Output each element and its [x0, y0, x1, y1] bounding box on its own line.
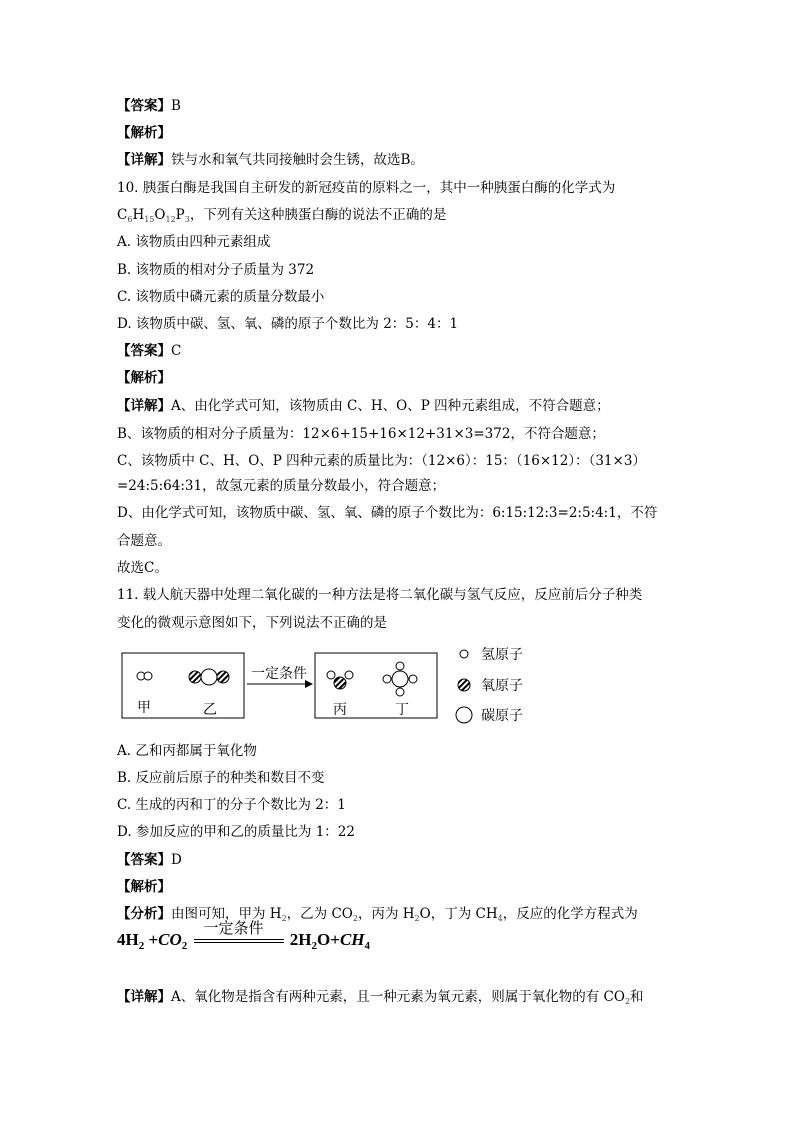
text-line — [117, 124, 171, 142]
hydrogen-atom — [345, 671, 353, 679]
section-label: 【答案】 — [117, 98, 171, 114]
text: =24:5:64:31，故氢元素的质量分数最小，符合题意； — [117, 478, 446, 494]
subscript: 15 — [144, 215, 155, 224]
text: 铁与水和氧气共同接触时会生锈，故选B。 — [171, 152, 424, 168]
text: B. 该物质的相对分子质量为 372 — [117, 262, 315, 278]
subscript: 2 — [352, 914, 358, 923]
text: C. 生成的丙和丁的分子个数比为 2：1 — [117, 797, 346, 813]
eq-h2o: 2H — [289, 930, 312, 949]
hydrogen-atom — [396, 662, 404, 670]
section-label: 【详解】 — [117, 398, 171, 414]
subscript: 3 — [184, 215, 190, 224]
text-line — [117, 342, 181, 360]
text: H — [132, 207, 145, 223]
legend-carbon-icon — [456, 707, 472, 723]
text-line — [117, 288, 324, 306]
section-label: 【解析】 — [117, 370, 171, 386]
text-line — [117, 823, 355, 841]
text-line — [117, 233, 270, 251]
eq-plus: + — [330, 930, 340, 949]
text: 和 — [630, 989, 644, 1005]
text-line — [117, 559, 168, 577]
eq-sub: 2 — [138, 940, 145, 952]
section-label: 【详解】 — [117, 989, 171, 1005]
text-line — [117, 878, 171, 896]
legend-oxygen: 氧原子 — [481, 678, 523, 694]
text: C、该物质中 C、H、O、P 四种元素的质量比为：（12×6）：15：（16×12）：（31×3） — [117, 453, 646, 469]
text: D. 参加反应的甲和乙的质量比为 1：22 — [117, 824, 355, 840]
hydrogen-atom — [327, 671, 335, 679]
text-line — [117, 504, 657, 522]
text-line — [117, 614, 387, 632]
carbon-atom — [392, 671, 408, 687]
carbon-atom — [201, 669, 217, 685]
text: P — [175, 207, 185, 223]
oxygen-atom — [189, 671, 201, 683]
text-line — [117, 851, 182, 869]
text: ，乙为 CO — [286, 906, 353, 922]
hydrogen-atom — [383, 675, 391, 683]
text-line — [117, 586, 642, 604]
text-line — [117, 179, 615, 197]
reaction-diagram — [115, 640, 535, 730]
oxygen-atom — [334, 677, 346, 689]
subscript: 4 — [497, 914, 503, 923]
text: 10. 胰蛋白酶是我国自主研发的新冠疫苗的原料之一，其中一种胰蛋白酶的化学式为 — [117, 180, 616, 196]
text: 合题意。 — [117, 533, 171, 549]
text: O — [154, 207, 166, 223]
text: ，反应的化学方程式为 — [502, 906, 638, 922]
text-line — [117, 905, 638, 928]
eq-sub: 2 — [181, 940, 188, 952]
text-line — [117, 742, 257, 760]
eq-condition-text: 一定条件 — [203, 919, 264, 938]
text: ，丙为 H — [357, 906, 415, 922]
text-line — [117, 769, 325, 787]
eq-ch4: CH — [339, 930, 365, 949]
text-line — [117, 477, 445, 495]
arrow-label: 一定条件 — [251, 666, 307, 682]
section-label: 【解析】 — [117, 125, 171, 141]
subscript: 2 — [624, 997, 631, 1006]
section-label: 【解析】 — [117, 879, 171, 895]
label-jia: 甲 — [137, 700, 151, 716]
text-line — [117, 532, 171, 550]
text: B. 反应前后原子的种类和数目不变 — [117, 770, 325, 786]
legend-carbon: 碳原子 — [481, 708, 523, 724]
eq-plus: + — [148, 930, 159, 949]
text: ，下列有关这种胰蛋白酶的说法不正确的是 — [189, 207, 447, 223]
text-line — [117, 97, 181, 115]
chemical-equation — [117, 919, 371, 952]
text: D. 该物质中碳、氢、氧、磷的原子个数比为 2：5：4：1 — [117, 316, 459, 332]
text: 变化的微观示意图如下，下列说法不正确的是 — [117, 615, 387, 631]
label-ding: 丁 — [395, 702, 409, 718]
section-label: 【详解】 — [117, 152, 171, 168]
subscript: 2 — [281, 914, 287, 923]
hydrogen-atom — [396, 688, 404, 696]
eq-o: O — [317, 930, 331, 949]
subscript: 2 — [414, 914, 420, 923]
oxygen-atom — [217, 671, 229, 683]
text: D — [171, 852, 182, 868]
section-label: 【分析】 — [117, 906, 171, 922]
text: A、由化学式可知，该物质由 C、H、O、P 四种元素组成，不符合题意； — [171, 398, 610, 414]
text: 11. 载人航天器中处理二氧化碳的一种方法是将二氧化碳与氢气反应，反应前后分子种类 — [117, 587, 643, 603]
text: C. 该物质中磷元素的质量分数最小 — [117, 289, 325, 305]
text-line — [117, 206, 446, 229]
text-line — [117, 452, 646, 470]
legend-hydrogen: 氢原子 — [481, 647, 523, 663]
text: 故选C。 — [117, 560, 168, 576]
text-line — [117, 796, 346, 814]
eq-sub: 2 — [311, 940, 318, 952]
subscript: 6 — [127, 215, 133, 224]
text: B、该物质的相对分子质量为：12×6+15+16×12+31×3=372，不符合题意； — [117, 426, 605, 442]
subscript: 12 — [165, 215, 176, 224]
text: O，丁为 CH — [419, 906, 498, 922]
legend-oxygen-icon — [458, 679, 470, 691]
section-label: 【答案】 — [117, 852, 171, 868]
eq-sub: 4 — [364, 940, 371, 952]
text: A. 乙和丙都属于氧化物 — [117, 743, 257, 759]
label-yi: 乙 — [203, 702, 217, 718]
text-line — [117, 261, 314, 279]
legend-hydrogen-icon — [460, 650, 468, 658]
hydrogen-atom — [409, 675, 417, 683]
label-bing: 丙 — [333, 702, 347, 718]
hydrogen-atom — [144, 672, 152, 680]
text-line — [117, 151, 424, 169]
text-line — [117, 369, 171, 387]
text-line — [117, 425, 605, 443]
text: A、氧化物是指含有两种元素，且一种元素为氧元素，则属于氧化物的有 CO — [171, 989, 625, 1005]
text-line — [117, 315, 458, 333]
text: B — [171, 98, 181, 114]
text-line — [117, 397, 610, 415]
text: D、由化学式可知，该物质中碳、氢、氧、磷的原子个数比为：6:15:12:3=2:5:4:1，不符 — [117, 505, 658, 521]
eq-condition — [194, 919, 284, 951]
section-label: 【答案】 — [117, 343, 171, 359]
eq-h2: 4H — [117, 930, 139, 949]
text: C — [171, 343, 182, 359]
eq-co2: CO — [158, 930, 182, 949]
text: A. 该物质由四种元素组成 — [117, 234, 271, 250]
text: C — [117, 207, 128, 223]
text-line — [117, 988, 644, 1011]
text: 由图可知，甲为 H — [171, 906, 282, 922]
